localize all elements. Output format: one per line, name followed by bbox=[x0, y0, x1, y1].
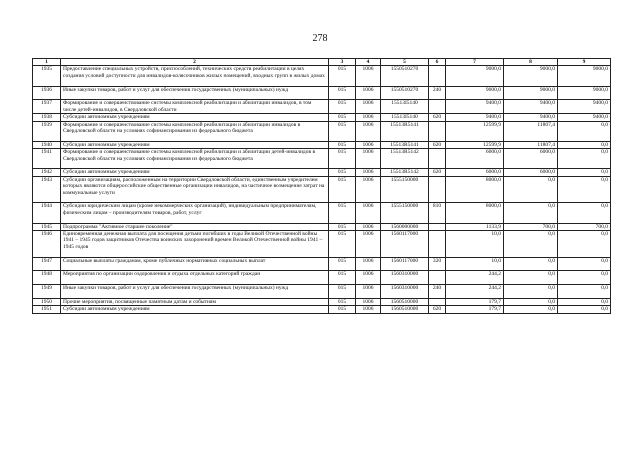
row-amount-3: 0,0 bbox=[558, 230, 611, 257]
row-target-code: 15513R5142 bbox=[381, 149, 429, 169]
row-amount-3: 0,0 bbox=[558, 176, 611, 203]
row-ministry-code: 015 bbox=[329, 169, 356, 176]
row-amount-2: 0,0 bbox=[504, 176, 558, 203]
header-col-5: 5 bbox=[381, 59, 429, 66]
row-expense-type: 620 bbox=[429, 306, 446, 313]
row-amount-3: 9000,0 bbox=[558, 66, 611, 86]
row-section-code: 1006 bbox=[356, 66, 381, 86]
header-col-2: 2 bbox=[61, 59, 329, 66]
row-number: 1936 bbox=[33, 86, 61, 100]
row-amount-3: 0,0 bbox=[558, 169, 611, 176]
row-name: Иные закупки товаров, работ и услуг для обеспечения государственных (муниципальных) нужд bbox=[61, 86, 329, 100]
table-row bbox=[33, 223, 611, 230]
row-target-code: 1560310000 bbox=[381, 271, 429, 285]
row-expense-type: 240 bbox=[429, 285, 446, 299]
row-expense-type: 320 bbox=[429, 257, 446, 271]
row-amount-2: 11807,4 bbox=[504, 141, 558, 148]
header-row bbox=[33, 59, 611, 66]
row-target-code: 1550510270 bbox=[381, 66, 429, 86]
row-ministry-code: 015 bbox=[329, 176, 356, 203]
row-target-code: 15513R5141 bbox=[381, 121, 429, 141]
row-expense-type bbox=[429, 176, 446, 203]
row-ministry-code: 015 bbox=[329, 203, 356, 223]
row-name: Прочие мероприятия, посвященные памятным датам и событиям bbox=[61, 298, 329, 305]
row-ministry-code: 015 bbox=[329, 66, 356, 86]
row-amount-2: 0,0 bbox=[504, 306, 558, 313]
header-col-6: 6 bbox=[429, 59, 446, 66]
row-expense-type bbox=[429, 121, 446, 141]
row-expense-type bbox=[429, 271, 446, 285]
row-expense-type bbox=[429, 298, 446, 305]
row-amount-3: 0,0 bbox=[558, 298, 611, 305]
row-target-code: 1555150000 bbox=[381, 176, 429, 203]
row-number: 1945 bbox=[33, 223, 61, 230]
row-target-code: 15513I5140 bbox=[381, 114, 429, 121]
row-number: 1948 bbox=[33, 271, 61, 285]
row-amount-3: 9000,0 bbox=[558, 86, 611, 100]
row-amount-1: 9400,0 bbox=[446, 114, 504, 121]
budget-table bbox=[32, 58, 611, 314]
header-col-1: 1 bbox=[33, 59, 61, 66]
page-number: 278 bbox=[312, 33, 328, 44]
row-amount-1: 179,7 bbox=[446, 298, 504, 305]
row-number: 1950 bbox=[33, 298, 61, 305]
table-row bbox=[33, 100, 611, 114]
row-name: Субсидии организациям, расположенным на территории Свердловской области, единственным учредителем которых являются общероссийские общественные организации инвалидов, на частичное возмещение затрат на коммунальные услуги bbox=[61, 176, 329, 203]
row-ministry-code: 015 bbox=[329, 306, 356, 313]
row-amount-2: 0,0 bbox=[504, 298, 558, 305]
row-ministry-code: 015 bbox=[329, 100, 356, 114]
row-amount-2: 0,0 bbox=[504, 203, 558, 223]
row-number: 1944 bbox=[33, 203, 61, 223]
row-expense-type: 620 bbox=[429, 169, 446, 176]
row-name: Формирование и совершенствование системы комплексной реабилитации и абилитации детей-инвалидов в Свердловской области на условиях софинансирования из федерального бюджета bbox=[61, 149, 329, 169]
header-col-3: 3 bbox=[329, 59, 356, 66]
row-amount-2: 0,0 bbox=[504, 230, 558, 257]
row-amount-2: 9400,0 bbox=[504, 114, 558, 121]
row-ministry-code: 015 bbox=[329, 257, 356, 271]
table-row bbox=[33, 114, 611, 121]
row-number: 1938 bbox=[33, 114, 61, 121]
row-amount-3: 0,0 bbox=[558, 141, 611, 148]
row-amount-3: 700,0 bbox=[558, 223, 611, 230]
row-section-code: 1006 bbox=[356, 141, 381, 148]
row-amount-3: 0,0 bbox=[558, 285, 611, 299]
row-name: Субсидии юридическим лицам (кроме некоммерческих организаций), индивидуальным предпринимателям, физическим лицам – производителям товаров, работ, услуг bbox=[61, 203, 329, 223]
row-name: Мероприятия по организации оздоровления и отдыха отдельных категорий граждан bbox=[61, 271, 329, 285]
row-ministry-code: 015 bbox=[329, 223, 356, 230]
row-section-code: 1006 bbox=[356, 203, 381, 223]
row-name: Предоставление специальных устройств, приспособлений, технических средств реабилитации в целях создания условий доступности для инвалидов-колясочников жилых помещений, входных групп в жилых домах bbox=[61, 66, 329, 86]
row-target-code: 1560510000 bbox=[381, 306, 429, 313]
row-amount-2: 0,0 bbox=[504, 271, 558, 285]
row-target-code: 1550510270 bbox=[381, 86, 429, 100]
row-target-code: 1560310000 bbox=[381, 285, 429, 299]
row-amount-1: 8000,0 bbox=[446, 203, 504, 223]
row-target-code: 1560000000 bbox=[381, 223, 429, 230]
row-amount-1: 8000,0 bbox=[446, 176, 504, 203]
table-row bbox=[33, 169, 611, 176]
row-name: Формирование и совершенствование системы комплексной реабилитации и абилитации инвалидов, в том числе детей-инвалидов, в Свердловской области bbox=[61, 100, 329, 114]
row-amount-1: 10,0 bbox=[446, 257, 504, 271]
row-ministry-code: 015 bbox=[329, 271, 356, 285]
row-amount-1: 6000,0 bbox=[446, 169, 504, 176]
row-name: Подпрограмма "Активное старшее поколение" bbox=[61, 223, 329, 230]
row-amount-3: 0,0 bbox=[558, 121, 611, 141]
row-name: Субсидии автономным учреждениям bbox=[61, 306, 329, 313]
row-section-code: 1006 bbox=[356, 121, 381, 141]
row-amount-2: 700,0 bbox=[504, 223, 558, 230]
row-amount-3: 0,0 bbox=[558, 257, 611, 271]
table-row bbox=[33, 86, 611, 100]
header-col-9: 9 bbox=[558, 59, 611, 66]
table-row bbox=[33, 257, 611, 271]
row-amount-1: 12599,9 bbox=[446, 121, 504, 141]
row-number: 1937 bbox=[33, 100, 61, 114]
row-number: 1935 bbox=[33, 66, 61, 86]
row-ministry-code: 015 bbox=[329, 141, 356, 148]
row-ministry-code: 015 bbox=[329, 121, 356, 141]
row-section-code: 1006 bbox=[356, 100, 381, 114]
row-amount-2: 9400,0 bbox=[504, 100, 558, 114]
row-amount-2: 6000,0 bbox=[504, 149, 558, 169]
row-amount-2: 6000,0 bbox=[504, 169, 558, 176]
row-amount-1: 244,2 bbox=[446, 285, 504, 299]
row-section-code: 1006 bbox=[356, 114, 381, 121]
row-name: Формирование и совершенствование системы комплексной реабилитации и абилитации инвалидов в Свердловской области на условиях софинансирования из федерального бюджета bbox=[61, 121, 329, 141]
row-target-code: 15513R5141 bbox=[381, 141, 429, 148]
row-ministry-code: 015 bbox=[329, 285, 356, 299]
row-section-code: 1006 bbox=[356, 257, 381, 271]
row-amount-1: 9000,0 bbox=[446, 66, 504, 86]
table-row bbox=[33, 271, 611, 285]
row-name: Социальные выплаты гражданам, кроме публичных нормативных социальных выплат bbox=[61, 257, 329, 271]
row-expense-type: 810 bbox=[429, 203, 446, 223]
row-expense-type bbox=[429, 66, 446, 86]
header-col-7: 7 bbox=[446, 59, 504, 66]
row-amount-3: 9400,0 bbox=[558, 100, 611, 114]
row-name: Единовременная денежная выплата для посещения детьми погибших в годы Великой Отечественной войны 1941 – 1945 годов защитников Отечества воинских захоронений времен Великой Отечественной войны 1941 – 1945 годов bbox=[61, 230, 329, 257]
table-row bbox=[33, 121, 611, 141]
row-section-code: 1006 bbox=[356, 149, 381, 169]
row-ministry-code: 015 bbox=[329, 298, 356, 305]
table-row bbox=[33, 66, 611, 86]
row-section-code: 1006 bbox=[356, 298, 381, 305]
row-number: 1946 bbox=[33, 230, 61, 257]
header-col-4: 4 bbox=[356, 59, 381, 66]
row-ministry-code: 015 bbox=[329, 149, 356, 169]
row-section-code: 1006 bbox=[356, 176, 381, 203]
row-ministry-code: 015 bbox=[329, 86, 356, 100]
row-number: 1941 bbox=[33, 149, 61, 169]
row-expense-type bbox=[429, 230, 446, 257]
header-col-8: 8 bbox=[504, 59, 558, 66]
table-row bbox=[33, 285, 611, 299]
row-amount-3: 0,0 bbox=[558, 271, 611, 285]
row-name: Субсидии автономным учреждениям bbox=[61, 141, 329, 148]
row-expense-type: 620 bbox=[429, 141, 446, 148]
row-section-code: 1006 bbox=[356, 223, 381, 230]
row-ministry-code: 015 bbox=[329, 230, 356, 257]
row-amount-3: 9400,0 bbox=[558, 114, 611, 121]
row-amount-1: 10,0 bbox=[446, 230, 504, 257]
row-target-code: 1560117000 bbox=[381, 230, 429, 257]
table-row bbox=[33, 141, 611, 148]
table-row bbox=[33, 203, 611, 223]
table-row bbox=[33, 298, 611, 305]
row-target-code: 15513I5140 bbox=[381, 100, 429, 114]
row-number: 1951 bbox=[33, 306, 61, 313]
row-target-code: 1555150000 bbox=[381, 203, 429, 223]
row-name: Субсидии автономным учреждениям bbox=[61, 114, 329, 121]
row-name: Субсидии автономным учреждениям bbox=[61, 169, 329, 176]
row-amount-1: 9400,0 bbox=[446, 100, 504, 114]
row-amount-2: 9000,0 bbox=[504, 66, 558, 86]
row-target-code: 1560510000 bbox=[381, 298, 429, 305]
row-section-code: 1006 bbox=[356, 169, 381, 176]
row-amount-1: 244,2 bbox=[446, 271, 504, 285]
row-amount-2: 0,0 bbox=[504, 257, 558, 271]
row-number: 1940 bbox=[33, 141, 61, 148]
row-amount-3: 0,0 bbox=[558, 203, 611, 223]
row-expense-type bbox=[429, 223, 446, 230]
row-section-code: 1006 bbox=[356, 306, 381, 313]
row-section-code: 1006 bbox=[356, 271, 381, 285]
table-row bbox=[33, 176, 611, 203]
row-expense-type bbox=[429, 100, 446, 114]
row-amount-2: 9000,0 bbox=[504, 86, 558, 100]
row-expense-type: 240 bbox=[429, 86, 446, 100]
row-amount-2: 0,0 bbox=[504, 285, 558, 299]
row-amount-1: 1133,9 bbox=[446, 223, 504, 230]
row-expense-type bbox=[429, 149, 446, 169]
row-section-code: 1006 bbox=[356, 230, 381, 257]
row-section-code: 1006 bbox=[356, 86, 381, 100]
row-amount-1: 9000,0 bbox=[446, 86, 504, 100]
row-expense-type: 620 bbox=[429, 114, 446, 121]
row-number: 1943 bbox=[33, 176, 61, 203]
row-number: 1942 bbox=[33, 169, 61, 176]
row-name: Иные закупки товаров, работ и услуг для обеспечения государственных (муниципальных) нужд bbox=[61, 285, 329, 299]
row-amount-3: 0,0 bbox=[558, 149, 611, 169]
row-target-code: 15513R5142 bbox=[381, 169, 429, 176]
row-amount-1: 12599,9 bbox=[446, 141, 504, 148]
table-row bbox=[33, 149, 611, 169]
row-target-code: 1560117000 bbox=[381, 257, 429, 271]
row-section-code: 1006 bbox=[356, 285, 381, 299]
row-amount-1: 6000,0 bbox=[446, 149, 504, 169]
row-amount-3: 0,0 bbox=[558, 306, 611, 313]
table-row bbox=[33, 306, 611, 313]
row-number: 1949 bbox=[33, 285, 61, 299]
table-row bbox=[33, 230, 611, 257]
row-number: 1939 bbox=[33, 121, 61, 141]
row-amount-1: 179,7 bbox=[446, 306, 504, 313]
row-ministry-code: 015 bbox=[329, 114, 356, 121]
row-amount-2: 11807,4 bbox=[504, 121, 558, 141]
row-number: 1947 bbox=[33, 257, 61, 271]
